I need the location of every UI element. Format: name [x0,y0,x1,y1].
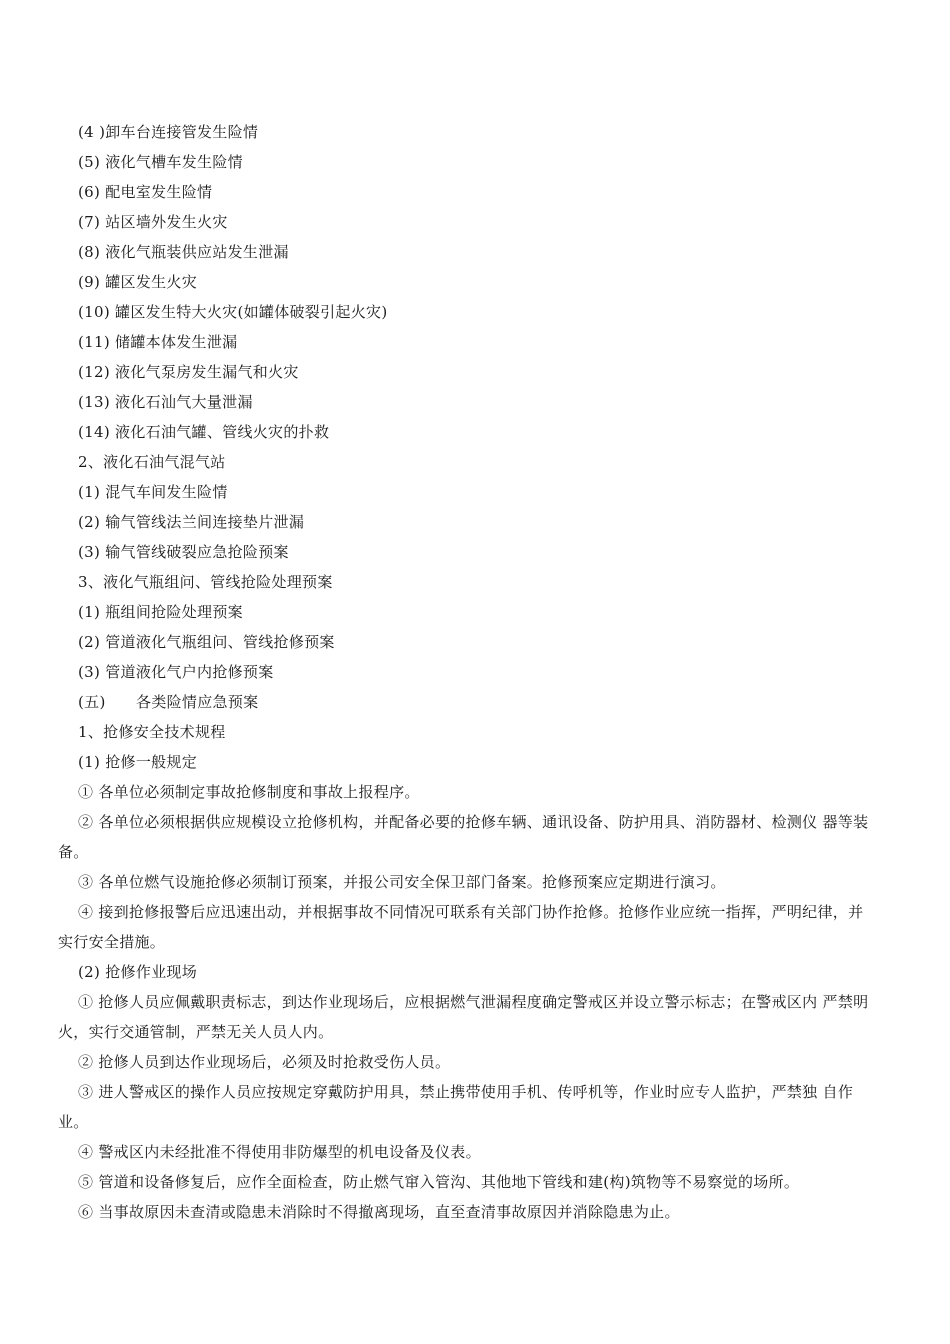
paragraph: ① 抢修人员应佩戴职责标志，到达作业现场后，应根据燃气泄漏程度确定警戒区并设立警示标志；在警戒区内 严禁明火，实行交通管制，严禁无关人员人内。 [58,993,869,1041]
section-heading: 2、液化石油气混气站 [78,453,226,471]
list-item: ⑥ 当事故原因未查清或隐患未消除时不得撤离现场，直至查清事故原因并消除隐患为止。 [78,1203,680,1221]
list-item: (8) 液化气瓶装供应站发生泄漏 [78,243,289,261]
list-item: ② 抢修人员到达作业现场后，必须及时抢救受伤人员。 [78,1053,451,1071]
paragraph: ③ 进人警戒区的操作人员应按规定穿戴防护用具，禁止携带使用手机、传呼机等，作业时应专人监护，严禁独 自作业。 [58,1083,854,1131]
list-item: (11) 储罐本体发生泄漏 [78,333,238,351]
paragraph: ④ 接到抢修报警后应迅速出动，并根据事故不同情况可联系有关部门协作抢修。抢修作业应统一指挥，严明纪律，并实行安全措施。 [58,903,864,951]
list-item: (2) 输气管线法兰间连接垫片泄漏 [78,513,305,531]
subsection-heading: (1) 抢修一般规定 [78,753,198,771]
list-item: (4 )卸车台连接管发生险情 [78,123,259,141]
list-item: (1) 混气车间发生险情 [78,483,228,501]
list-item: ① 各单位必须制定事故抢修制度和事故上报程序。 [78,783,420,801]
list-item: (3) 管道液化气户内抢修预案 [78,663,274,681]
section-heading: 1、抢修安全技术规程 [78,723,226,741]
list-item: (13) 液化石汕气大量泄漏 [78,393,253,411]
list-item: (5) 液化气槽车发生险情 [78,153,243,171]
list-item: (10) 罐区发生特大火灾(如罐体破裂引起火灾) [78,303,388,321]
list-item: (9) 罐区发生火灾 [78,273,198,291]
list-item: (1) 瓶组间抢险处理预案 [78,603,243,621]
paragraph: ② 各单位必须根据供应规模设立抢修机构，并配备必要的抢修车辆、通讯设备、防护用具、消防器材、检测仪 器等装备。 [58,813,869,861]
section-heading: 3、液化气瓶组问、管线抢险处理预案 [78,573,333,591]
list-item: (3) 输气管线破裂应急抢险预案 [78,543,289,561]
list-item: ⑤ 管道和设备修复后，应作全面检查，防止燃气窜入管沟、其他地下管线和建(构)筑物等不易察觉的场所。 [78,1173,800,1191]
list-item: (12) 液化气泵房发生漏气和火灾 [78,363,299,381]
chapter-heading: (五) 各类险情应急预案 [78,693,259,711]
list-item: ④ 警戒区内未经批准不得使用非防爆型的机电设备及仪表。 [78,1143,481,1161]
list-item: (6) 配电室发生险情 [78,183,213,201]
list-item: (2) 管道液化气瓶组问、管线抢修预案 [78,633,335,651]
list-item: (14) 液化石油气罐、管线火灾的扑救 [78,423,330,441]
subsection-heading: (2) 抢修作业现场 [78,963,198,981]
list-item: (7) 站区墙外发生火灾 [78,213,228,231]
list-item: ③ 各单位燃气设施抢修必须制订预案，并报公司安全保卫部门备案。抢修预案应定期进行演习。 [78,873,726,891]
